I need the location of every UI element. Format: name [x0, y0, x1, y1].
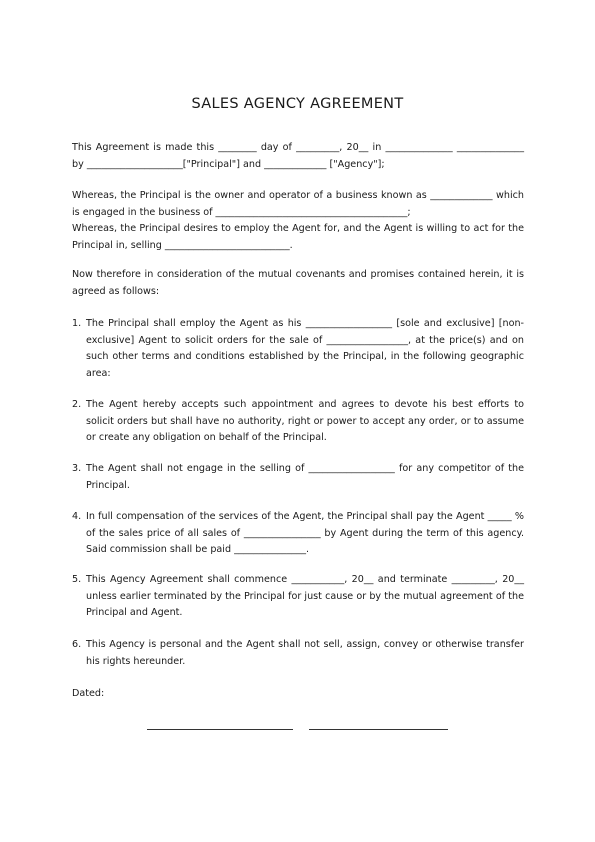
clause-2	[72, 397, 524, 447]
dated-line	[72, 686, 524, 703]
clause-number: 1.	[72, 318, 82, 329]
whereas-paragraph-2: Whereas, the Principal desires to employ the Agent for, and the Agent is willing to act for the Principal in, selling __________________________.	[72, 223, 524, 251]
clause-5	[72, 572, 524, 622]
clause-number: 4.	[72, 511, 82, 522]
clause-text: This Agency Agreement shall commence ___________, 20__ and terminate _________, 20__ unless earlier terminated by the Principal for just cause or by the mutual agreement of the Principal and Agent.	[86, 574, 524, 619]
signature-line-agent	[309, 717, 448, 730]
clause-number: 2.	[72, 399, 82, 410]
document-title: SALES AGENCY AGREEMENT	[191, 96, 404, 112]
clause-number: 5.	[72, 574, 82, 585]
whereas-paragraph-1: Whereas, the Principal is the owner and operator of a business known as _____________ which is engaged in the business of ________________________________________;	[72, 190, 524, 218]
clause-1	[72, 316, 524, 382]
clause-3	[72, 461, 524, 494]
now-therefore-paragraph	[72, 267, 524, 300]
whereas-block	[72, 188, 524, 254]
signature-line-principal	[147, 717, 293, 730]
clause-4	[72, 509, 524, 559]
clause-text: This Agency is personal and the Agent shall not sell, assign, convey or otherwise transfer his rights hereunder.	[86, 639, 524, 667]
intro-paragraph	[72, 140, 524, 173]
intro-text: This Agreement is made this ________ day of _________, 20__ in ______________ ______________ by ____________________["Principal"] and _____________ ["Agency"];	[72, 142, 524, 170]
clause-text: The Agent shall not engage in the selling of __________________ for any competitor of the Principal.	[86, 463, 524, 491]
clause-number: 3.	[72, 463, 82, 474]
dated-label: Dated:	[72, 688, 105, 699]
clause-number: 6.	[72, 639, 82, 650]
clause-text: The Principal shall employ the Agent as his __________________ [sole and exclusive] [non-exclusive] Agent to solicit orders for the sale of _________________, at the price(s) and on such other terms and conditions established by the Principal, in the following geographic area:	[86, 318, 524, 379]
clause-text: In full compensation of the services of the Agent, the Principal shall pay the Agent _____ % of the sales price of all sales of ________________ by Agent during the term of this agency. Said commission shall be paid _______________.	[86, 511, 524, 556]
clause-text: The Agent hereby accepts such appointment and agrees to devote his best efforts to solicit orders but shall have no authority, right or power to accept any order, or to assume or create any obligation on behalf of the Principal.	[86, 399, 524, 444]
clause-6	[72, 637, 524, 670]
now-therefore-text: Now therefore in consideration of the mutual covenants and promises contained herein, it is agreed as follows:	[72, 269, 524, 297]
